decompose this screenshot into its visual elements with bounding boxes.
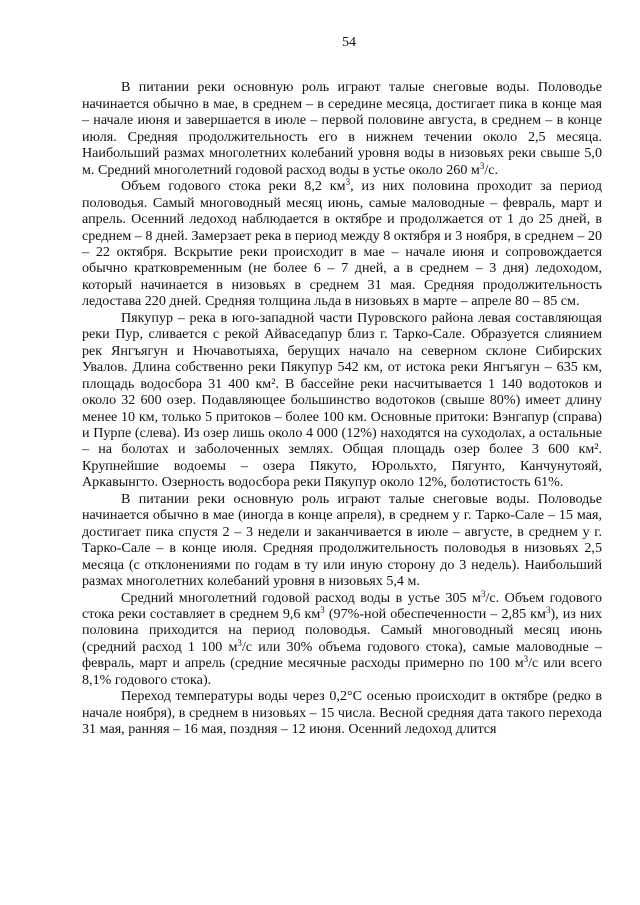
superscript: 3 — [345, 177, 351, 188]
text-run: Пякупур – река в юго-западной части Пуровского района левая составляющая реки Пур, сливается с рекой Айваседапур близ г. Тарко-Сале. Образуется слиянием рек Янгъягун и Нючавотыяха, берущих начало на северном склоне Сибирских Увалов. Длина собственно реки Пякупур 542 км, от истока реки Янгъягун – 635 км, площадь водосбора 31 400 км². В бассейне реки насчитывается 1 140 водотоков и около 32 600 озер. Подавляющее большинство водотоков (свыше 80%) имеет длину менее 10 км, только 5 притоков – более 100 км. Основные притоки: Вэнгапур (справа) и Пурпе (слева). Из озер лишь около 4 000 (12%) находятся на суходолах, а остальные – на болотах и заболоченных землях. Общая площадь озер более 3 600 км². Крупнейшие водоемы – озера Пякуто, Юрольхто, Пягунто, Канчунутояй, Аркавынгто. Озерность водосбора реки Пякупур около 12%, болотистость 61%. — [82, 309, 602, 491]
paragraph-pur-flood-regime — [82, 79, 602, 178]
paragraph-pyakupur-flood-regime — [82, 491, 602, 590]
text-run: Средний многолетний годовой расход воды в устье 305 м — [121, 589, 481, 606]
paragraph-pyakupur-discharge — [82, 590, 602, 689]
superscript: 3 — [320, 604, 325, 615]
paragraph-pyakupur-description — [82, 310, 602, 491]
superscript: 3 — [545, 604, 551, 615]
text-run: В питании реки основную роль играют талые снеговые воды. Половодье начинается обычно в мае (иногда в конце апреля), в среднем у г. Тарко-Сале – 15 мая, достигает пика спустя 2 – 3 недели и заканчивается в июле – августе, в среднем у г. Тарко-Сале – в конце июля. Средняя продолжительность половодья в низовьях 2,5 месяца (с отклонениями по годам в ту или иную сторону до 3 недель). Наибольший размах многолетних колебаний уровня в низовьях 5,4 м. — [82, 490, 602, 590]
text-run: (97%-ной обеспеченности – 2,85 км — [324, 605, 546, 622]
text-run: /с или всего 8,1% годового стока). — [82, 655, 602, 688]
text-run: /с. — [484, 161, 499, 178]
paragraph-pur-annual-runoff — [82, 178, 602, 310]
text-run: В питании реки основную роль играют талые снеговые воды. Половодье начинается обычно в мае, в среднем – в середине месяца, достигает пика в конце мая – начале июня и завершается в июле – первой половине августа, в среднем – в конце июля. Средняя продолжительность его в нижнем течении около 2,5 месяца. Наибольший размах многолетних колебаний уровня воды в низовьях реки свыше 5,0 м. Средний многолетний годовой расход воды в устье около 260 м — [82, 79, 602, 178]
text-run: , из них половина проходит за период половодья. Самый многоводный месяц июнь, самые маловодные – февраль, март и апрель. Осенний ледоход наблюдается в октябре и продолжается от 1 до 25 дней, в среднем – 8 дней. Замерзает река в период между 8 октября и 3 ноября, в среднем – 20 – 22 октября. Вскрытие реки происходит в мае – начале июня и сопровождается обычно кратковременным (не более 6 – 7 дней, а в среднем – 3 дня) ледоходом, который начинается в низовьях в среднем 31 мая. Средняя продолжительность ледостава 220 дней. Средняя толщина льда в низовьях в марте – апреле 80 – 85 см. — [82, 178, 603, 310]
page-number: 54 — [341, 34, 357, 50]
text-run: Переход температуры воды через 0,2°С осенью происходит в октябре (редко в начале ноября), в среднем в низовьях – 15 числа. Весной средняя дата такого перехода 31 мая, ранняя – 16 мая, поздняя – 12 июня. Осенний ледоход длится — [82, 688, 602, 738]
paragraph-water-temperature — [82, 688, 602, 737]
superscript: 3 — [480, 588, 486, 599]
text-run: Объем годового стока реки 8,2 км — [121, 178, 346, 195]
superscript: 3 — [479, 160, 485, 171]
text-run: /с. Объем годового стока реки составляет в среднем 9,6 км — [82, 589, 602, 622]
document-page — [82, 34, 602, 738]
text-run: ), из них половина приходится на период половодья. Самый многоводный месяц июнь (средний расход 1 100 м — [82, 605, 602, 655]
text-run: /с или 30% объема годового стока), самые маловодные – февраль, март и апрель (средние месячные расходы примерно по 100 м — [82, 638, 602, 672]
superscript: 3 — [237, 637, 242, 648]
superscript: 3 — [523, 654, 529, 665]
